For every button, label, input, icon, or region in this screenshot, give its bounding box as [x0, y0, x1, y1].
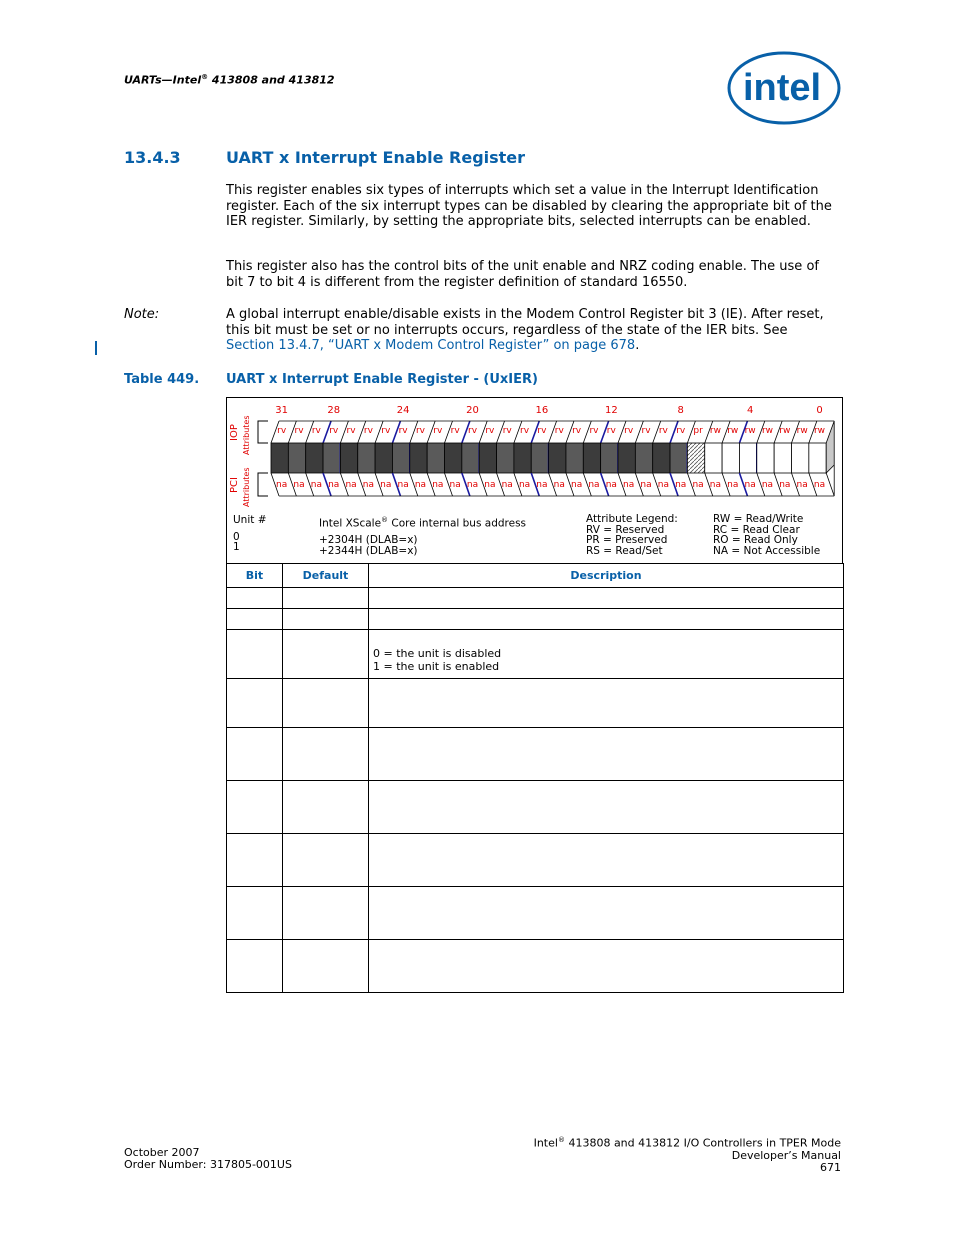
pci-attribute: na [779, 480, 791, 490]
bit-cell [635, 443, 652, 473]
pci-attribute: na [276, 480, 288, 490]
pci-attribute: na [571, 480, 583, 490]
bit-cell [566, 443, 583, 473]
bit-cell [462, 443, 479, 473]
pci-attribute: na [796, 480, 808, 490]
pci-attribute: na [328, 480, 340, 490]
bit-cell [601, 443, 618, 473]
pci-attribute: na [761, 480, 774, 490]
unit-0: 0 [233, 530, 240, 543]
iop-attribute: rw [813, 426, 826, 436]
footer-doc-title: Intel® 413808 and 413812 I/O Controllers in TPER Mode [533, 1136, 841, 1150]
paragraph-1: This register enables six types of interrupts which set a value in the Interrupt Identification register. Each of the six interrupt types can be disabled by clearing the appropriate bit of the IER register. Similarly, by setting the appropriate bits, selected interrupts can be enabled. [226, 183, 832, 229]
iop-attribute: rv [311, 426, 321, 436]
register-bit-diagram [226, 397, 843, 515]
iop-attribute: rv [468, 426, 478, 436]
table-row [227, 781, 844, 834]
iop-attribute: rw [709, 426, 721, 436]
bit-cell [757, 443, 774, 473]
pci-label: PCI [229, 477, 240, 493]
table-number: Table 449. [124, 372, 200, 387]
table-row [227, 887, 844, 940]
intel-logo [726, 50, 842, 126]
address-header: Intel XScale® Core internal bus address [319, 516, 527, 530]
bit-number-label: 12 [604, 405, 618, 416]
table-row [227, 940, 844, 993]
section-number: 13.4.3 [124, 148, 181, 167]
table-title: UART x Interrupt Enable Register - (UxIER) [226, 372, 538, 387]
bit-cell [323, 443, 340, 473]
bit-cell [271, 443, 288, 473]
bit-cell [670, 443, 687, 473]
attribute-legend-2: RW = Read/Write RC = Read Clear RO = Read Only NA = Not Accessible [713, 513, 821, 557]
iop-attribute: rw [744, 426, 756, 436]
pci-attribute: na [536, 480, 548, 490]
pci-attribute: na [709, 480, 722, 490]
iop-attribute: rv [485, 426, 495, 436]
bit-cell [722, 443, 739, 473]
address-1: +2344H (DLAB=x) [319, 544, 418, 557]
iop-attribute: rv [554, 426, 564, 436]
unit-disabled-text: 0 = the unit is disabled [373, 647, 502, 660]
bit-number-label: 20 [466, 405, 479, 416]
pci-attribute: na [623, 480, 635, 490]
header-description: Description [369, 564, 844, 588]
iop-attribute: rv [346, 426, 356, 436]
iop-attribute: rw [779, 426, 791, 436]
iop-attributes-label: Attributes [242, 415, 251, 455]
footer-date: October 2007 [124, 1146, 200, 1159]
iop-attribute: rv [277, 426, 287, 436]
bit-cell [306, 443, 323, 473]
legend-unit [233, 515, 267, 553]
iop-attribute: rv [589, 426, 599, 436]
bit-number-label: 24 [396, 405, 410, 416]
iop-attribute: rv [502, 426, 512, 436]
iop-attribute: rv [433, 426, 443, 436]
bit-cell [514, 443, 531, 473]
bit-cell [809, 443, 826, 473]
header-default: Default [283, 564, 369, 588]
iop-attribute: rv [294, 426, 304, 436]
pci-attributes-label: Attributes [242, 467, 251, 507]
table-header-row [227, 564, 844, 588]
unit-enabled-text: 1 = the unit is enabled [373, 660, 500, 673]
bit-cell [583, 443, 600, 473]
pci-attribute: na [657, 480, 669, 490]
pci-attribute: na [397, 480, 409, 490]
pci-attribute: na [484, 480, 496, 490]
iop-attribute: rv [537, 426, 547, 436]
table-row [227, 630, 844, 679]
iop-attribute: rv [641, 426, 651, 436]
section-link[interactable]: Section 13.4.7, “UART x Modem Control Register” on page 678 [226, 338, 636, 353]
pci-attribute: na [744, 480, 756, 490]
pci-attribute: na [640, 480, 652, 490]
bit-number-label: 16 [535, 405, 549, 416]
bit-cell [410, 443, 427, 473]
pci-attribute: na [501, 480, 513, 490]
table-row [227, 834, 844, 887]
logo-text: intel [742, 67, 822, 109]
iop-attribute: pr [693, 426, 703, 436]
bit-cell [479, 443, 496, 473]
bit-cell [445, 443, 462, 473]
pci-attribute: na [449, 480, 461, 490]
note-label: Note: [124, 307, 160, 322]
footer-manual: Developer’s Manual [731, 1148, 841, 1162]
bit-cell [705, 443, 722, 473]
pci-attribute: na [414, 480, 427, 490]
bit-number-label: 8 [677, 405, 684, 416]
bit-cell [774, 443, 791, 473]
bit-number-label: 0 [816, 405, 823, 416]
iop-attribute: rv [606, 426, 616, 436]
pci-attribute: na [380, 480, 392, 490]
iop-attribute: rw [796, 426, 808, 436]
bit-cell [653, 443, 670, 473]
iop-attribute: rv [520, 426, 530, 436]
iop-attribute: rv [572, 426, 582, 436]
unit-1: 1 [233, 541, 240, 553]
bit-cell [531, 443, 548, 473]
bit-cell [288, 443, 305, 473]
note-text: A global interrupt enable/disable exists in the Modem Control Register bit 3 (IE). After reset, this bit must be set or no interrupts occurs, regardless of the state of the IER bits. See Section 13.4.7, “UART x Modem Control Register” on page 678. [226, 307, 824, 353]
table-row [227, 609, 844, 630]
pci-attribute: na [588, 480, 600, 490]
paragraph-2: This register also has the control bits of the unit enable and NRZ coding enable. The use of bit 7 to bit 4 is different from the register definition of standard 16550. [226, 259, 819, 290]
table-row [227, 588, 844, 609]
iop-attribute: rv [676, 426, 686, 436]
address-0: +2304H (DLAB=x) [319, 534, 418, 546]
pci-attribute: na [518, 480, 531, 490]
table-row [227, 679, 844, 728]
footer-page-number: 671 [820, 1160, 841, 1174]
footer-right [480, 1134, 841, 1174]
pci-attribute: na [692, 480, 704, 490]
pci-attribute: na [293, 480, 305, 490]
iop-attribute: rv [363, 426, 373, 436]
change-bar [95, 341, 97, 355]
iop-attribute: rv [329, 426, 339, 436]
bit-cell [792, 443, 809, 473]
bit-cell [427, 443, 444, 473]
footer-left [124, 1147, 292, 1171]
footer-order: Order Number: 317805-001US [124, 1158, 292, 1171]
pci-attribute: na [813, 480, 826, 490]
bit-cell [687, 443, 704, 473]
bit-cell [340, 443, 357, 473]
bit-side-face [826, 421, 834, 473]
unit-header: Unit # [233, 514, 267, 526]
iop-attribute: rv [415, 426, 425, 436]
bit-cell [549, 443, 566, 473]
pci-attribute: na [605, 480, 617, 490]
iop-attribute: rv [450, 426, 460, 436]
iop-attribute: rv [398, 426, 408, 436]
running-header: UARTs—Intel® 413808 and 413812 [124, 73, 335, 87]
iop-label: IOP [229, 424, 240, 441]
iop-attribute: rw [761, 426, 774, 436]
pci-attribute: na [432, 480, 444, 490]
bit-cell [392, 443, 409, 473]
bit-number-label: 28 [327, 405, 341, 416]
iop-attribute: rw [727, 426, 739, 436]
iop-attribute: rv [624, 426, 634, 436]
bit-cell [739, 443, 756, 473]
table-row [227, 728, 844, 781]
pci-attribute: na [553, 480, 565, 490]
section-title: UART x Interrupt Enable Register [226, 148, 526, 167]
bit-number-label: 4 [746, 405, 754, 416]
bit-number-label: 31 [275, 405, 289, 416]
header-bit: Bit [227, 564, 283, 588]
pci-attribute: na [310, 480, 322, 490]
iop-attribute: rv [381, 426, 391, 436]
bit-cell [375, 443, 392, 473]
pci-attribute: na [727, 480, 739, 490]
legend-address [319, 515, 526, 556]
pci-attribute: na [466, 480, 479, 490]
bit-cell [618, 443, 635, 473]
pci-attribute: na [675, 480, 687, 490]
iop-attribute: rv [658, 426, 668, 436]
pci-attribute: na [345, 480, 357, 490]
pci-attribute: na [362, 480, 375, 490]
attribute-legend: Attribute Legend: RV = Reserved PR = Preserved RS = Read/Set [586, 513, 678, 557]
bit-description-table [226, 563, 844, 993]
bit-cell [497, 443, 514, 473]
bit-cell [358, 443, 375, 473]
